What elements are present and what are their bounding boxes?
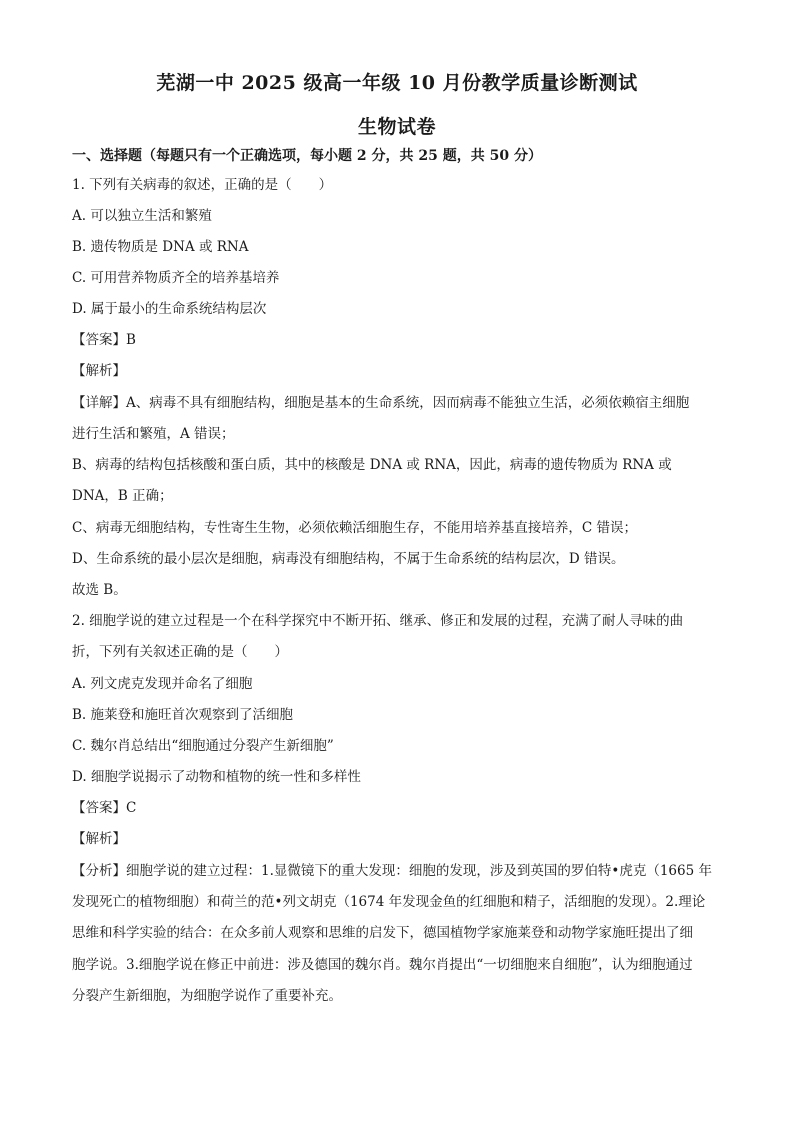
exam-title: 芜湖一中 2025 级高一年级 10 月份教学质量诊断测试 xyxy=(156,72,638,94)
q1-option-d: D. 属于最小的生命系统结构层次 xyxy=(72,301,267,317)
q2-analysis-line-2: 发现死亡的植物细胞）和荷兰的范•列文胡克（1674 年发现金鱼的红细胞和精子，活细胞的发现）。2.理论 xyxy=(72,894,706,910)
q2-option-d: D. 细胞学说揭示了动物和植物的统一性和多样性 xyxy=(72,769,361,785)
q1-detail-b-line-1: B、病毒的结构包括核酸和蛋白质，其中的核酸是 DNA 或 RNA，因此，病毒的遗传物质为 RNA 或 xyxy=(72,457,672,473)
q1-option-c: C. 可用营养物质齐全的培养基培养 xyxy=(72,270,280,286)
q1-stem: 1. 下列有关病毒的叙述，正确的是（ ） xyxy=(72,177,333,193)
exam-subtitle: 生物试卷 xyxy=(357,116,436,138)
q2-analysis-line-1: 【分析】细胞学说的建立过程：1.显微镜下的重大发现：细胞的发现，涉及到英国的罗伯特•虎克（1665 年 xyxy=(72,863,712,879)
q1-option-a: A. 可以独立生活和繁殖 xyxy=(72,208,212,224)
q1-detail-d: D、生命系统的最小层次是细胞，病毒没有细胞结构，不属于生命系统的结构层次，D 错误。 xyxy=(72,551,625,567)
q1-detail-line-1: 【详解】A、病毒不具有细胞结构，细胞是基本的生命系统，因而病毒不能独立生活，必须依赖宿主细胞 xyxy=(72,395,690,411)
q2-answer: 【答案】C xyxy=(72,800,137,816)
q1-choose: 故选 B。 xyxy=(72,582,127,598)
q1-detail-line-2: 进行生活和繁殖，A 错误； xyxy=(72,426,235,442)
q2-analysis-line-5: 分裂产生新细胞，为细胞学说作了重要补充。 xyxy=(72,988,342,1004)
section-heading: 一、选择题（每题只有一个正确选项，每小题 2 分，共 25 题，共 50 分） xyxy=(72,148,542,164)
q2-option-a: A. 列文虎克发现并命名了细胞 xyxy=(72,676,253,692)
q2-analysis-line-4: 胞学说。3.细胞学说在修正中前进：涉及德国的魏尔肖。魏尔肖提出“一切细胞来自细胞”，认为细胞通过 xyxy=(72,957,693,973)
q1-option-b: B. 遗传物质是 DNA 或 RNA xyxy=(72,239,249,255)
q2-option-c: C. 魏尔肖总结出“细胞通过分裂产生新细胞” xyxy=(72,738,334,754)
q2-analysis-line-3: 思维和科学实验的结合：在众多前人观察和思维的启发下，德国植物学家施莱登和动物学家施旺提出了细 xyxy=(72,925,693,941)
q1-detail-b-line-2: DNA，B 正确； xyxy=(72,488,173,504)
q2-analysis-label: 【解析】 xyxy=(72,831,126,847)
q2-stem-line-2: 折，下列有关叙述正确的是（ ） xyxy=(72,644,288,660)
q1-analysis-label: 【解析】 xyxy=(72,363,126,379)
q2-stem-line-1: 2. 细胞学说的建立过程是一个在科学探究中不断开拓、继承、修正和发展的过程，充满了耐人寻味的曲 xyxy=(72,613,684,629)
q1-answer: 【答案】B xyxy=(72,332,136,348)
q2-option-b: B. 施莱登和施旺首次观察到了活细胞 xyxy=(72,707,294,723)
q1-detail-c: C、病毒无细胞结构，专性寄生生物，必须依赖活细胞生存，不能用培养基直接培养，C 错误； xyxy=(72,520,637,536)
